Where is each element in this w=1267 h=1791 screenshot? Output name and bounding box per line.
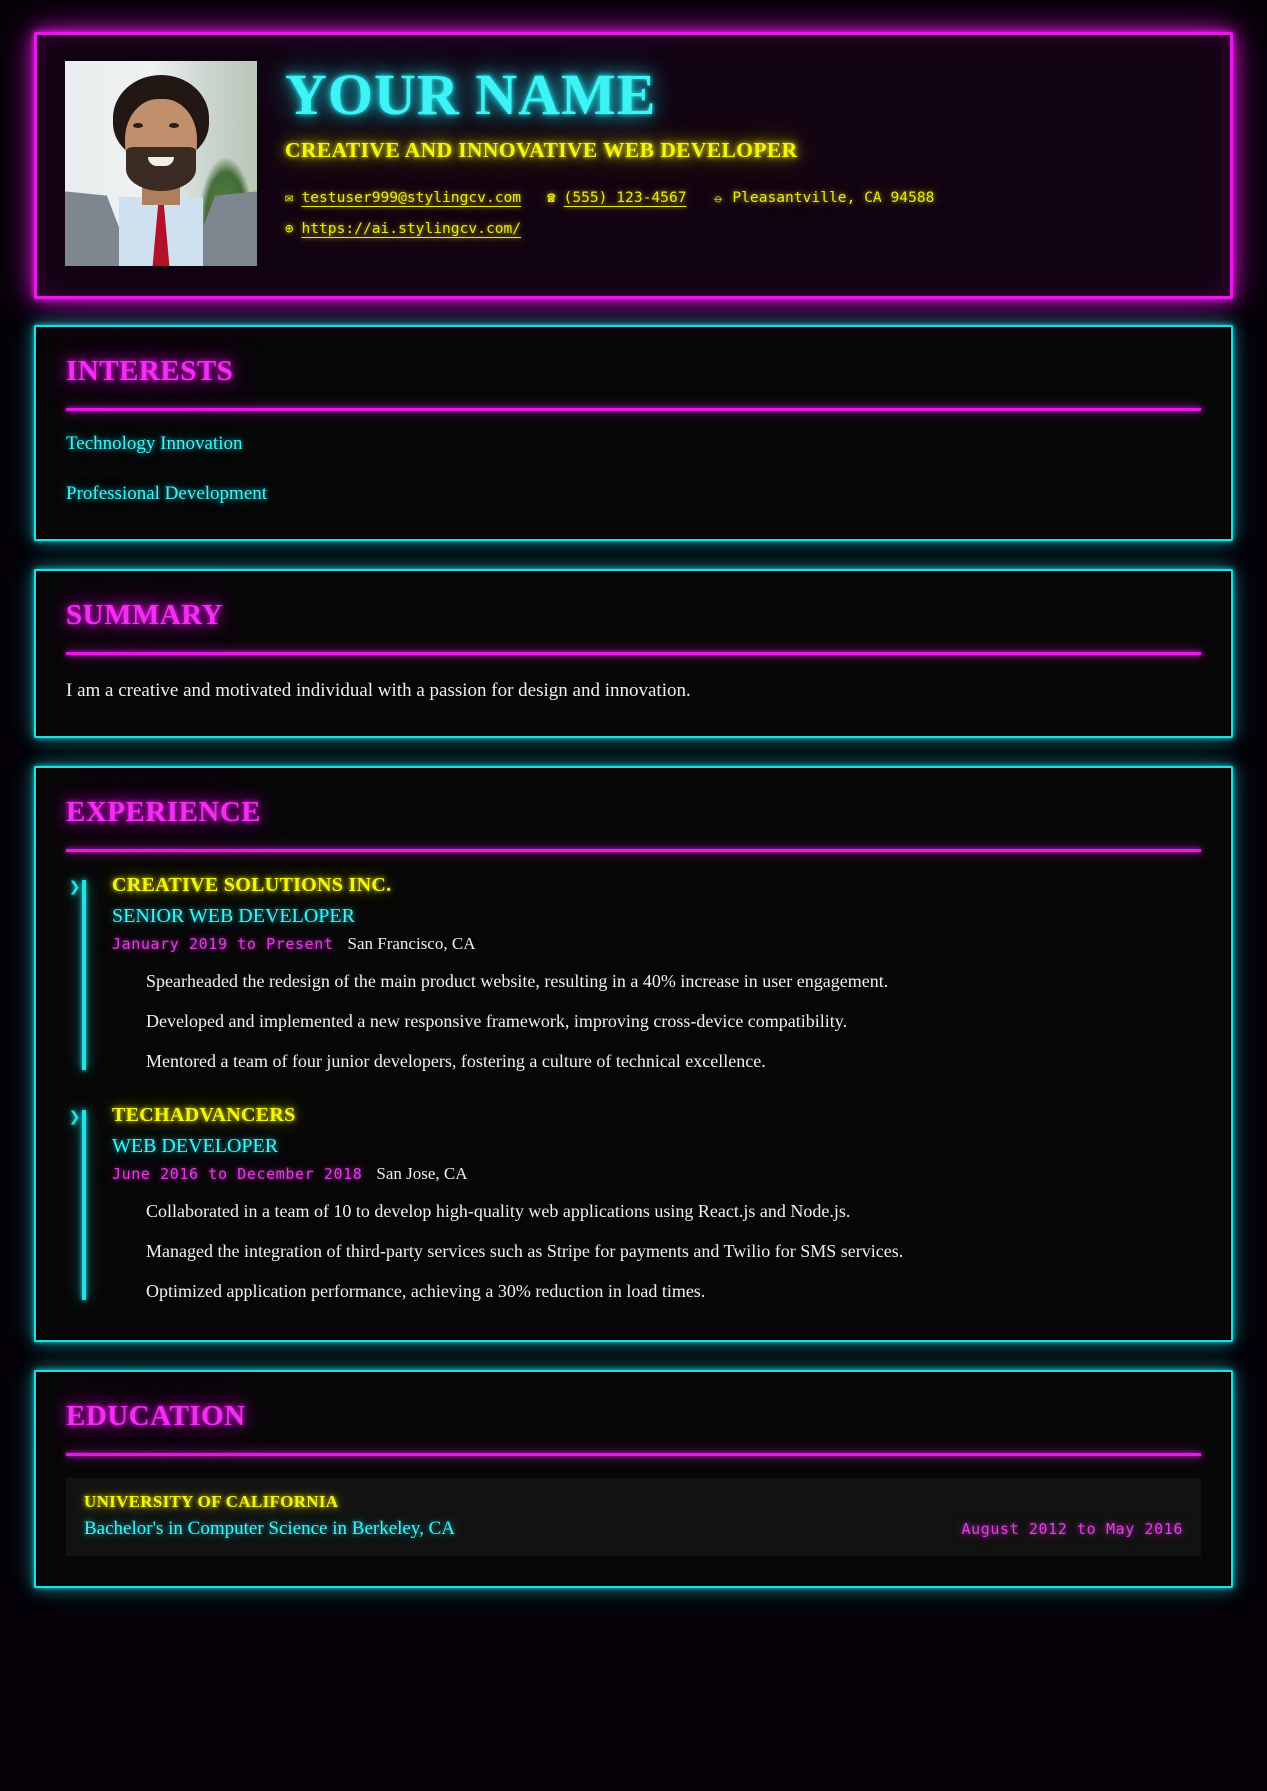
experience-role: WEB DEVELOPER (112, 1134, 279, 1157)
education-school: UNIVERSITY OF CALIFORNIA (84, 1492, 339, 1512)
list-item: Spearheaded the redesign of the main product website, resulting in a 40% increase in user engagement. (146, 970, 889, 991)
timeline-bar (82, 1110, 86, 1300)
experience-dates: June 2016 to December 2018 (112, 1164, 363, 1183)
experience-meta (112, 1164, 1201, 1184)
contact-phone-text[interactable]: (555) 123-4567 (563, 189, 687, 207)
experience-location: San Jose, CA (376, 1163, 468, 1183)
timeline-bar (82, 880, 86, 1070)
list-item: Developed and implemented a new responsive framework, improving cross-device compatibility. (146, 1010, 848, 1031)
section-title-education: EDUCATION (66, 1400, 246, 1433)
section-divider (66, 1453, 1201, 1456)
avatar-eye-right (169, 123, 179, 128)
contact-email[interactable] (285, 189, 521, 206)
experience-bullets (112, 1198, 1201, 1304)
experience-dates: January 2019 to Present (112, 934, 334, 953)
header-job-title: CREATIVE AND INNOVATIVE WEB DEVELOPER (285, 138, 798, 163)
section-divider (66, 652, 1201, 655)
section-education (34, 1370, 1233, 1588)
header-text-block (285, 61, 1202, 251)
avatar-beard (126, 147, 196, 191)
avatar-eye-left (133, 123, 143, 128)
experience-bullets (112, 968, 1201, 1074)
contact-line-primary (285, 189, 1202, 206)
list-item: Mentored a team of four junior developers, fostering a culture of technical excellence. (146, 1050, 766, 1071)
contact-location (713, 189, 935, 206)
location-pin-icon: ⦵ (712, 189, 725, 206)
experience-role: SENIOR WEB DEVELOPER (112, 904, 355, 927)
experience-company: TECHADVANCERS (112, 1103, 296, 1126)
section-divider (66, 849, 1201, 852)
experience-location: San Francisco, CA (347, 933, 476, 953)
section-interests (34, 325, 1233, 541)
summary-text: I am a creative and motivated individual with a passion for design and innovation. (66, 680, 691, 701)
globe-icon: ⊕ (285, 220, 294, 237)
list-item: Collaborated in a team of 10 to develop high-quality web applications using React.js and Node.js. (146, 1200, 851, 1221)
avatar (65, 61, 257, 266)
section-title-summary: SUMMARY (66, 599, 224, 631)
list-item: Managed the integration of third-party services such as Stripe for payments and Twilio for SMS services. (146, 1240, 904, 1261)
education-detail-row (84, 1518, 1183, 1540)
education-degree: Bachelor's in Computer Science in Berkeley, CA (84, 1518, 456, 1540)
contact-line-secondary (285, 220, 1202, 237)
chevron-right-icon: ❯ (69, 1105, 81, 1128)
education-dates: August 2012 to May 2016 (961, 1520, 1183, 1539)
section-title-experience: EXPERIENCE (66, 795, 262, 828)
header-card (34, 32, 1233, 299)
section-title-interests: INTERESTS (66, 355, 234, 387)
contact-list (285, 189, 1202, 237)
chevron-right-icon: ❯ (69, 875, 81, 898)
section-summary (34, 569, 1233, 738)
experience-company: CREATIVE SOLUTIONS INC. (112, 873, 392, 896)
contact-phone[interactable] (547, 189, 686, 206)
section-divider (66, 408, 1201, 411)
list-item: Technology Innovation (66, 433, 243, 454)
experience-meta (112, 934, 1201, 954)
education-entry (66, 1478, 1201, 1556)
list-item: Professional Development (66, 483, 268, 504)
contact-email-text[interactable]: testuser999@stylingcv.com (301, 189, 522, 207)
contact-website-text[interactable]: https://ai.stylingcv.com/ (301, 220, 522, 238)
experience-entry (66, 1104, 1201, 1304)
experience-entry (66, 874, 1201, 1074)
page-title: YOUR NAME (285, 62, 657, 127)
phone-icon: ☎ (547, 189, 556, 206)
contact-location-text: Pleasantville, CA 94588 (732, 189, 935, 207)
envelope-icon: ✉ (285, 189, 294, 206)
list-item: Optimized application performance, achieving a 30% reduction in load times. (146, 1280, 706, 1301)
section-experience (34, 766, 1233, 1343)
contact-website[interactable] (285, 220, 521, 237)
